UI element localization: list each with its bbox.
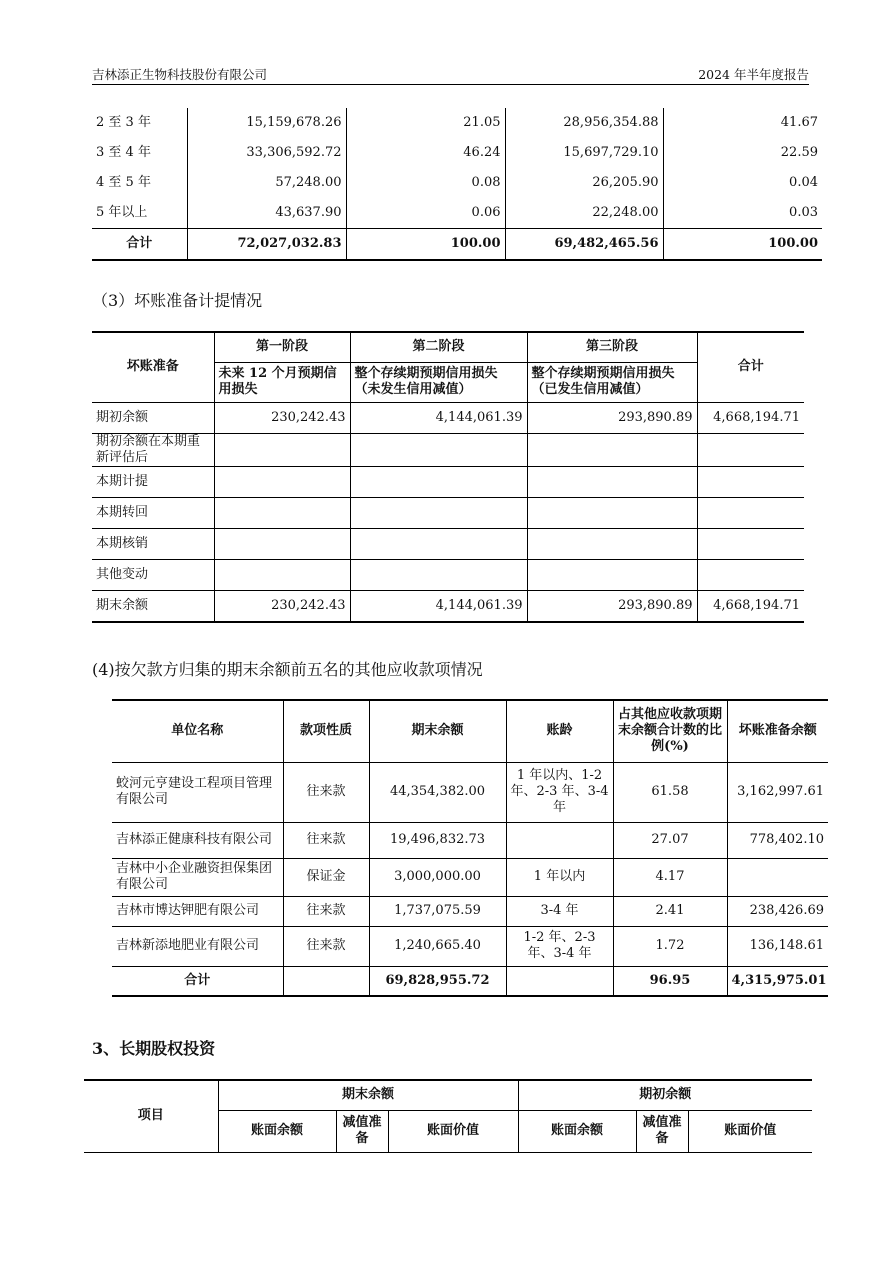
bad-debt-table-body: [92, 402, 804, 622]
table-row: [92, 528, 804, 559]
ratio-cell: 0.08: [346, 168, 505, 198]
row-label: 期初余额在本期重新评估后: [92, 433, 214, 466]
report-title: 2024 年半年度报告: [698, 67, 809, 82]
stage2-cell: 4,144,061.39: [350, 402, 527, 433]
table-row: [112, 762, 828, 822]
bad-debt-reserve-table: [92, 331, 804, 623]
company-name-cell: 吉林中小企业融资担保集团有限公司: [112, 858, 283, 896]
balance-cell: 1,737,075.59: [369, 896, 506, 926]
company-name-cell: 吉林添正健康科技有限公司: [112, 822, 283, 858]
ratio-cell: 61.58: [613, 762, 727, 822]
stage3-cell: [527, 497, 697, 528]
total-label: 合计: [92, 229, 187, 261]
row-label: 本期计提: [92, 466, 214, 497]
stage2-cell: [350, 433, 527, 466]
company-name-cell: 吉林市博达钾肥有限公司: [112, 896, 283, 926]
reserve-cell: 238,426.69: [727, 896, 828, 926]
column-header: 账龄: [506, 700, 613, 762]
reserve-cell: [727, 858, 828, 896]
total-cell: [697, 433, 804, 466]
table-row: [112, 822, 828, 858]
column-header: 款项性质: [283, 700, 369, 762]
stage3-cell: [527, 528, 697, 559]
stage2-cell: [350, 466, 527, 497]
stage3-cell: 293,890.89: [527, 402, 697, 433]
stage2-cell: [350, 559, 527, 590]
ratio-cell: 41.67: [663, 108, 822, 138]
section-bad-debt-title: （3）坏账准备计提情况: [92, 291, 263, 310]
amount-cell: 69,482,465.56: [505, 229, 663, 261]
aging-label: 5 年以上: [92, 198, 187, 229]
company-name: 吉林添正生物科技股份有限公司: [92, 67, 268, 82]
aging-table-body: [92, 108, 822, 260]
column-header: 期末余额: [369, 700, 506, 762]
aging-table: [92, 108, 822, 261]
header-stage3-sub: 整个存续期预期信用损失（已发生信用减值）: [527, 362, 697, 402]
stage1-cell: [214, 528, 350, 559]
empty-cell: [283, 966, 369, 996]
ratio-cell: 2.41: [613, 896, 727, 926]
company-name-cell: 吉林新添地肥业有限公司: [112, 926, 283, 966]
ratio-cell: 22.59: [663, 138, 822, 168]
total-cell: 4,668,194.71: [697, 402, 804, 433]
row-label: 期末余额: [92, 590, 214, 622]
column-subheader: 账面价值: [688, 1110, 812, 1152]
column-header: 单位名称: [112, 700, 283, 762]
nature-cell: 往来款: [283, 822, 369, 858]
long-term-equity-table: [84, 1079, 812, 1153]
total-cell: [697, 497, 804, 528]
ratio-cell: 100.00: [663, 229, 822, 261]
nature-cell: 往来款: [283, 926, 369, 966]
stage2-cell: 4,144,061.39: [350, 590, 527, 622]
ratio-cell: 1.72: [613, 926, 727, 966]
header-period-end: 期末余额: [218, 1080, 518, 1110]
ratio-cell: 27.07: [613, 822, 727, 858]
empty-cell: [506, 966, 613, 996]
stage3-cell: 293,890.89: [527, 590, 697, 622]
ratio-cell: 0.04: [663, 168, 822, 198]
reserve-cell: 778,402.10: [727, 822, 828, 858]
age-cell: 1 年以内、1-2 年、2-3 年、3-4 年: [506, 762, 613, 822]
total-label: 合计: [112, 966, 283, 996]
amount-cell: 26,205.90: [505, 168, 663, 198]
aging-label: 2 至 3 年: [92, 108, 187, 138]
stage3-cell: [527, 466, 697, 497]
nature-cell: 往来款: [283, 896, 369, 926]
nature-cell: 保证金: [283, 858, 369, 896]
stage2-cell: [350, 497, 527, 528]
header-item: 项目: [84, 1080, 218, 1152]
header-stage1: 第一阶段: [214, 332, 350, 362]
table-row: [92, 590, 804, 622]
column-subheader: 减值准备: [336, 1110, 388, 1152]
page-header: [92, 62, 809, 85]
table-row: [92, 168, 822, 198]
total-row: [92, 229, 822, 261]
stage3-cell: [527, 433, 697, 466]
column-subheader: 账面价值: [388, 1110, 518, 1152]
column-subheader: 账面余额: [518, 1110, 636, 1152]
section-top5-title: (4)按欠款方归集的期末余额前五名的其他应收款项情况: [92, 660, 483, 679]
amount-cell: 28,956,354.88: [505, 108, 663, 138]
total-cell: [697, 528, 804, 559]
header-stage3: 第三阶段: [527, 332, 697, 362]
amount-cell: 57,248.00: [187, 168, 346, 198]
balance-cell: 1,240,665.40: [369, 926, 506, 966]
age-cell: 3-4 年: [506, 896, 613, 926]
ratio-cell: 96.95: [613, 966, 727, 996]
aging-label: 3 至 4 年: [92, 138, 187, 168]
column-subheader: 减值准备: [636, 1110, 688, 1152]
stage1-cell: [214, 466, 350, 497]
balance-cell: 44,354,382.00: [369, 762, 506, 822]
amount-cell: 15,697,729.10: [505, 138, 663, 168]
row-label: 其他变动: [92, 559, 214, 590]
top5-debtors-table: [112, 699, 828, 997]
header-reserve: 坏账准备: [92, 332, 214, 402]
row-label: 期初余额: [92, 402, 214, 433]
balance-cell: 3,000,000.00: [369, 858, 506, 896]
table-row: [112, 926, 828, 966]
amount-cell: 33,306,592.72: [187, 138, 346, 168]
header-stage2: 第二阶段: [350, 332, 527, 362]
ratio-cell: 0.03: [663, 198, 822, 229]
table-row: [92, 138, 822, 168]
reserve-cell: 4,315,975.01: [727, 966, 828, 996]
amount-cell: 22,248.00: [505, 198, 663, 229]
top5-table-body: [112, 762, 828, 996]
column-header: 占其他应收款项期末余额合计数的比例(%): [613, 700, 727, 762]
row-label: 本期转回: [92, 497, 214, 528]
table-row: [92, 497, 804, 528]
amount-cell: 43,637.90: [187, 198, 346, 229]
table-row: [92, 108, 822, 138]
top5-header-row: [112, 700, 828, 762]
header-stage1-sub: 未来 12 个月预期信用损失: [214, 362, 350, 402]
amount-cell: 72,027,032.83: [187, 229, 346, 261]
table-row: [112, 896, 828, 926]
table-row: [92, 433, 804, 466]
balance-cell: 19,496,832.73: [369, 822, 506, 858]
column-header: 坏账准备余额: [727, 700, 828, 762]
stage1-cell: [214, 497, 350, 528]
table-row: [92, 402, 804, 433]
balance-cell: 69,828,955.72: [369, 966, 506, 996]
table-row: [92, 198, 822, 229]
stage3-cell: [527, 559, 697, 590]
table-row: [92, 559, 804, 590]
age-cell: 1 年以内: [506, 858, 613, 896]
stage1-cell: 230,242.43: [214, 590, 350, 622]
table-row: [92, 466, 804, 497]
stage1-cell: [214, 559, 350, 590]
section-long-term-equity-title: 3、长期股权投资: [92, 1039, 216, 1058]
stage2-cell: [350, 528, 527, 559]
total-row: [112, 966, 828, 996]
ratio-cell: 21.05: [346, 108, 505, 138]
reserve-cell: 136,148.61: [727, 926, 828, 966]
table-row: [112, 858, 828, 896]
age-cell: [506, 822, 613, 858]
row-label: 本期核销: [92, 528, 214, 559]
total-cell: 4,668,194.71: [697, 590, 804, 622]
header-period-begin: 期初余额: [518, 1080, 812, 1110]
ratio-cell: 100.00: [346, 229, 505, 261]
stage1-cell: 230,242.43: [214, 402, 350, 433]
total-cell: [697, 466, 804, 497]
total-cell: [697, 559, 804, 590]
nature-cell: 往来款: [283, 762, 369, 822]
ratio-cell: 46.24: [346, 138, 505, 168]
amount-cell: 15,159,678.26: [187, 108, 346, 138]
header-total: 合计: [697, 332, 804, 402]
aging-label: 4 至 5 年: [92, 168, 187, 198]
column-subheader: 账面余额: [218, 1110, 336, 1152]
ratio-cell: 0.06: [346, 198, 505, 229]
age-cell: 1-2 年、2-3 年、3-4 年: [506, 926, 613, 966]
header-stage2-sub: 整个存续期预期信用损失（未发生信用减值）: [350, 362, 527, 402]
stage1-cell: [214, 433, 350, 466]
reserve-cell: 3,162,997.61: [727, 762, 828, 822]
ratio-cell: 4.17: [613, 858, 727, 896]
company-name-cell: 蛟河元亨建设工程项目管理有限公司: [112, 762, 283, 822]
